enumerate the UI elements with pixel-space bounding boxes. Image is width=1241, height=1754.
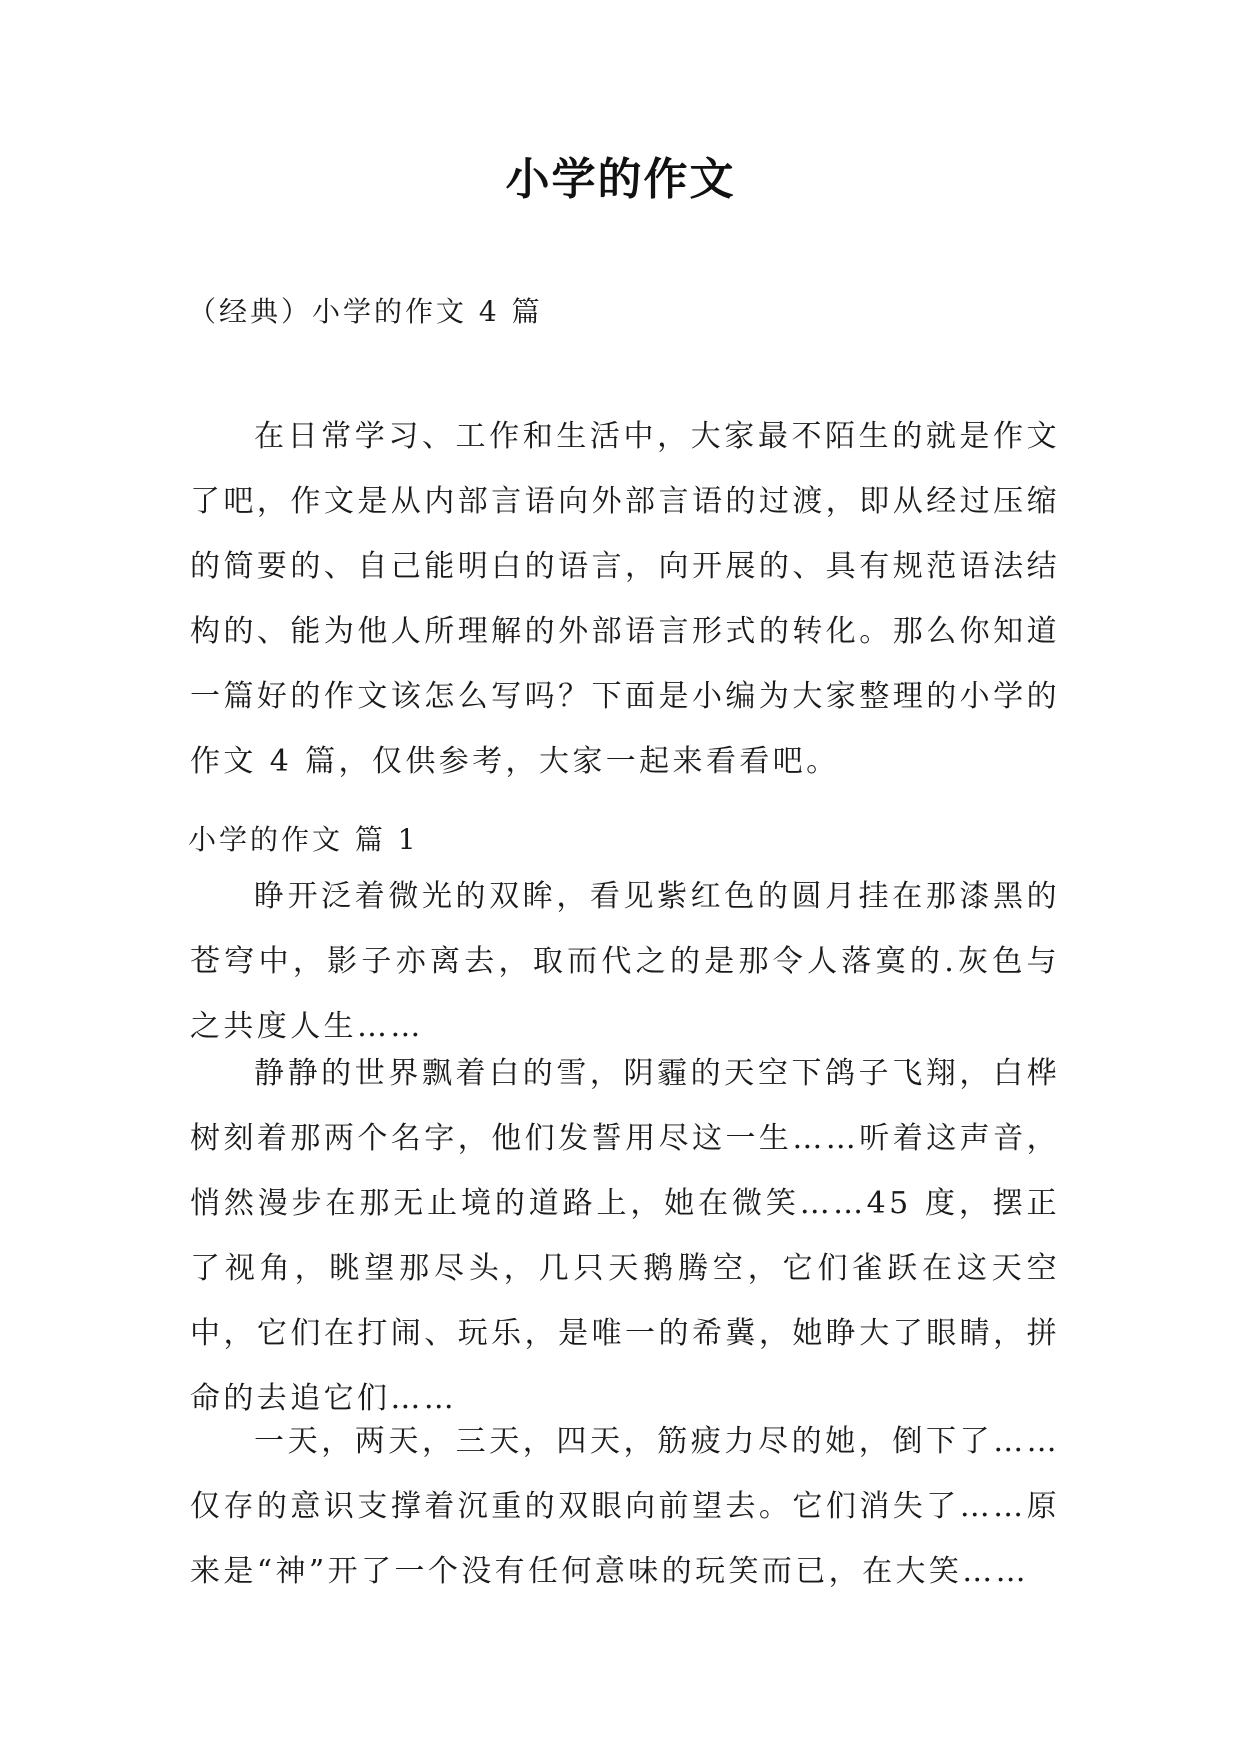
body-paragraph: 静静的世界飘着白的雪，阴霾的天空下鸽子飞翔，白桦树刻着那两个名字，他们发誓用尽这一生……听着这声音，悄然漫步在那无止境的道路上，她在微笑……45 度，摆正了视角，眺望那尽头，几只天鹅腾空，它们雀跃在这天空中，它们在打闹、玩乐，是唯一的希冀，她睁大了眼睛，拼命的去追它们…… bbox=[190, 1056, 1060, 1416]
body-paragraph: 睁开泛着微光的双眸，看见紫红色的圆月挂在那漆黑的苍穹中，影子亦离去，取而代之的是那令人落寞的.灰色与之共度人生…… bbox=[190, 879, 1060, 1044]
document-title: 小学的作文 bbox=[505, 154, 736, 205]
intro-paragraph: 在日常学习、工作和生活中，大家最不陌生的就是作文了吧，作文是从内部言语向外部言语的过渡，即从经过压缩的简要的、自己能明白的语言，向开展的、具有规范语法结构的、能为他人所理解的外部语言形式的转化。那么你知道一篇好的作文该怎么写吗？下面是小编为大家整理的小学的作文 4 篇，仅供参考，大家一起来看看吧。 bbox=[190, 419, 1060, 779]
section-heading: 小学的作文 篇 1 bbox=[188, 823, 419, 856]
document-subtitle: （经典）小学的作文 4 篇 bbox=[188, 295, 543, 328]
body-paragraph: 一天，两天，三天，四天，筋疲力尽的她，倒下了……仅存的意识支撑着沉重的双眼向前望去。它们消失了……原来是“神”开了一个没有任何意味的玩笑而已，在大笑…… bbox=[190, 1424, 1060, 1589]
